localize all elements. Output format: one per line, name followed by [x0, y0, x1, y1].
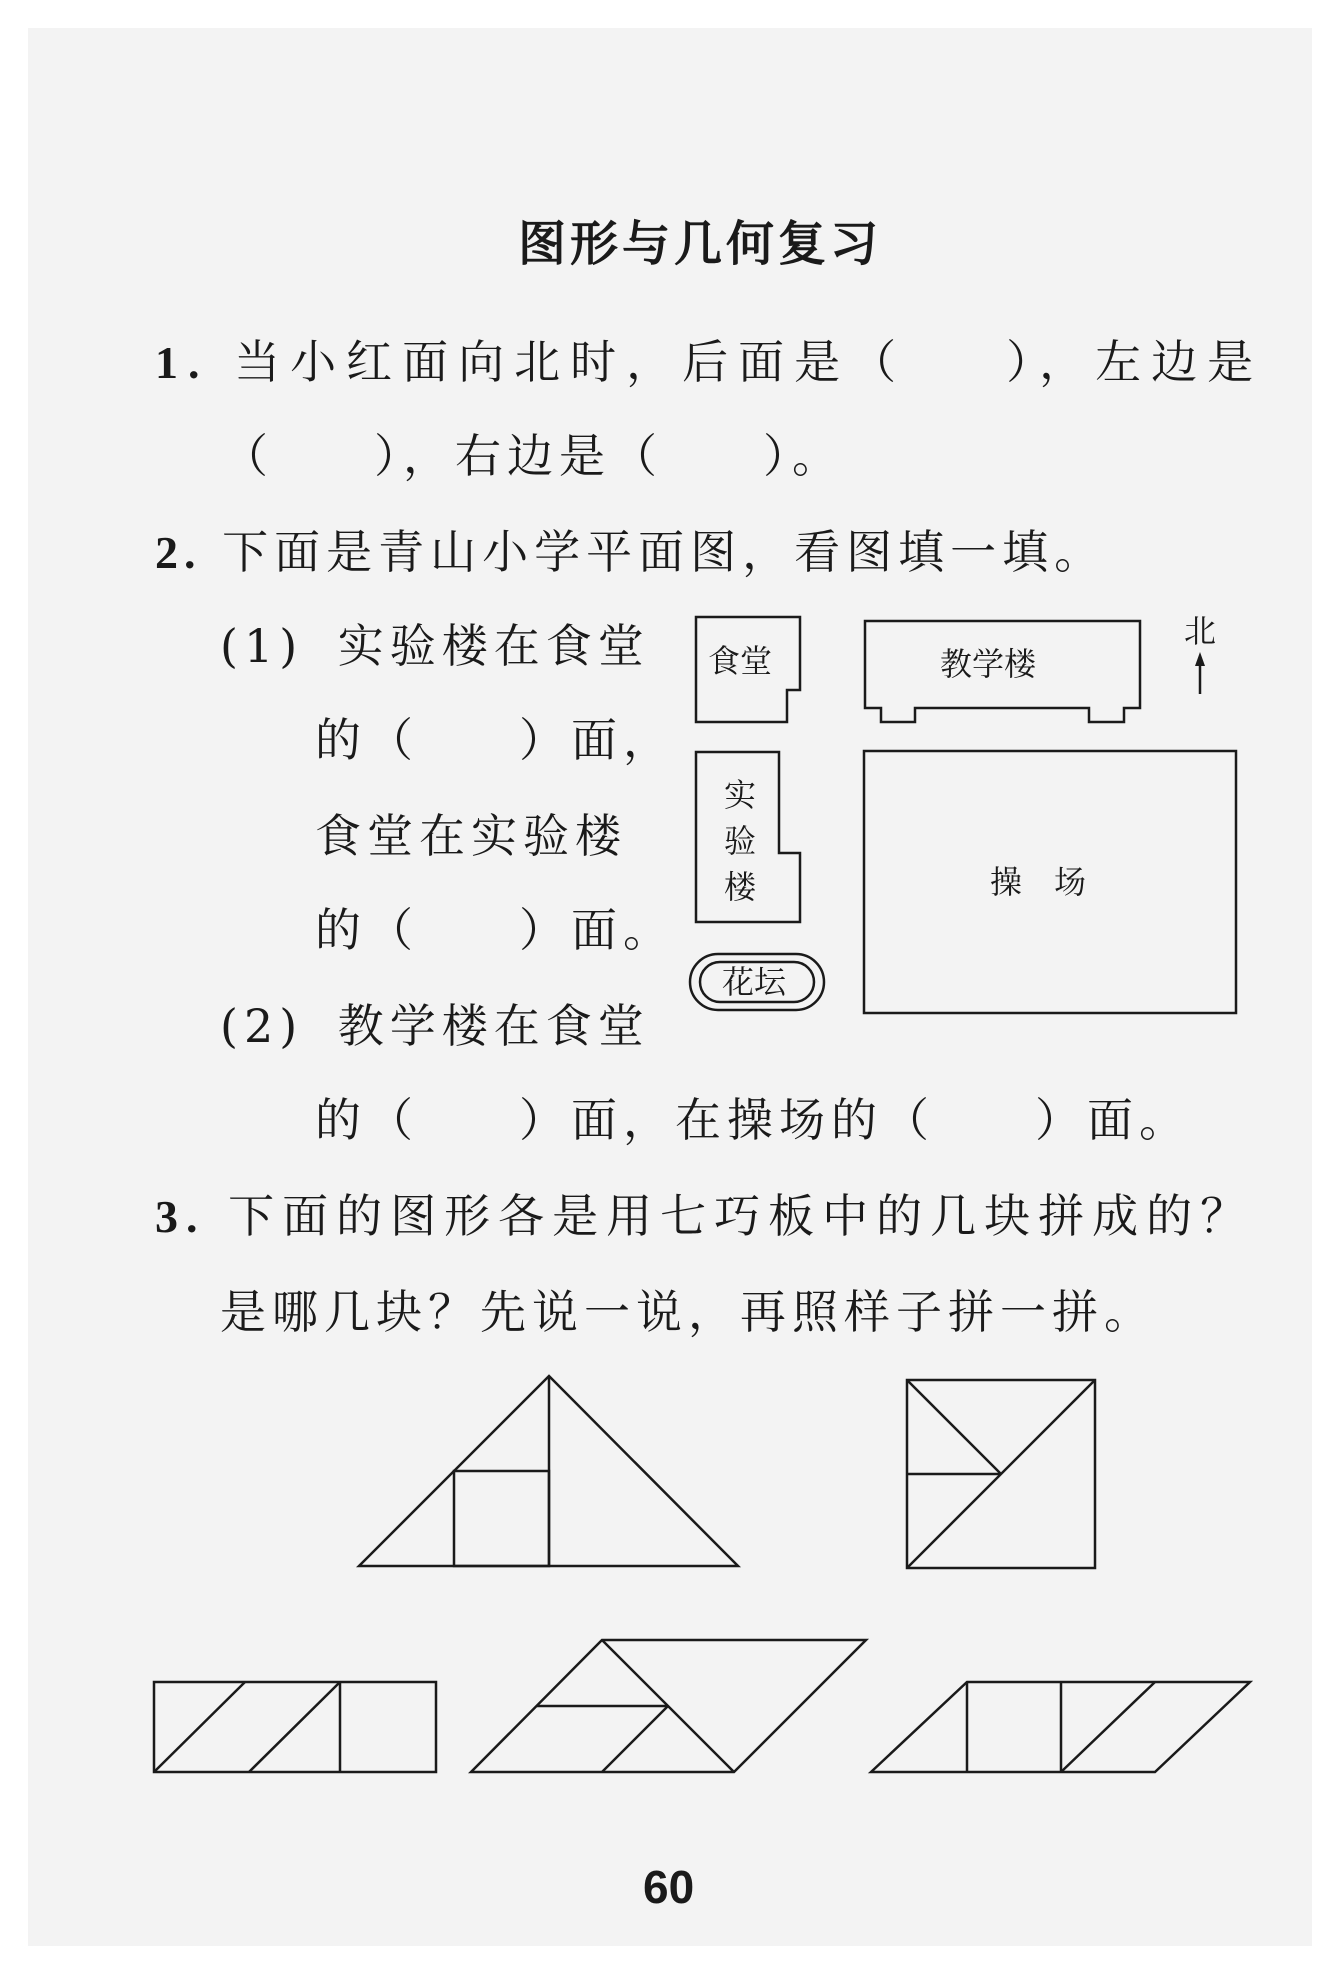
playground-label: 操 场 — [990, 863, 1087, 901]
q2-part1-text2b: ）面， — [519, 713, 675, 767]
q2-part1-text4a: 的（ — [315, 903, 419, 957]
q1-text-b: ），左边是 — [1006, 335, 1264, 389]
q2-part1-line3: 食堂在实验楼 — [315, 809, 627, 863]
north-label: 北 — [1184, 612, 1217, 650]
question-1-number: 1. — [155, 337, 210, 388]
q1-text-c: （ — [222, 429, 274, 483]
q2-part2-text2c: ）面。 — [1035, 1093, 1191, 1147]
flowerbed-label: 花坛 — [722, 963, 787, 1001]
q1-text-e: ）。 — [763, 429, 844, 483]
parallelogram-long-diagonal — [1061, 1682, 1155, 1772]
lab-label-3: 楼 — [724, 868, 757, 906]
lab-label-1: 实 — [724, 776, 757, 814]
north-arrowhead-icon — [1195, 652, 1205, 666]
q2-part1-text1: 实验楼在食堂 — [337, 619, 650, 673]
q3-text-1: 下面的图形各是用七巧板中的几块拼成的？ — [228, 1189, 1255, 1243]
question-2-number: 2. — [155, 527, 202, 578]
square-piece-line-1 — [907, 1380, 1001, 1474]
q2-part2-text2a: 的（ — [315, 1093, 419, 1147]
rectangle-diagonal-2 — [249, 1682, 340, 1772]
school-map — [690, 612, 1236, 1013]
q2-intro-text: 下面是青山小学平面图，看图填一填。 — [222, 525, 1107, 579]
triangle-square-piece — [454, 1471, 549, 1566]
tangram-parallelogram-large — [471, 1640, 866, 1772]
q2-part2-label: (2) — [220, 999, 304, 1053]
q2-part1-label: (1) — [220, 619, 304, 673]
q2-part1-text2a: 的（ — [315, 713, 419, 767]
q2-part2-text1: 教学楼在食堂 — [337, 999, 650, 1053]
q1-text-d: ），右边是（ — [374, 429, 663, 483]
question-3-line-2: 是哪几块？先说一说，再照样子拼一拼。 — [220, 1285, 1156, 1339]
canteen-label: 食堂 — [708, 642, 773, 680]
tangram-triangle — [359, 1376, 738, 1566]
page-title: 图形与几何复习 — [518, 216, 883, 272]
lab-label-2: 验 — [724, 822, 757, 860]
parallelogram-large-cut — [602, 1706, 668, 1772]
tangram-square — [907, 1380, 1095, 1568]
q2-part2-text2b: ）面，在操场的（ — [519, 1093, 935, 1147]
tangram-rectangle — [154, 1682, 436, 1772]
page-number: 60 — [643, 1861, 695, 1913]
rectangle-diagonal-1 — [154, 1682, 245, 1772]
question-3-number: 3. — [155, 1191, 206, 1242]
tangram-parallelogram-long — [871, 1682, 1250, 1772]
teaching-building-label: 教学楼 — [940, 645, 1037, 683]
q1-text-a: 当小红面向北时，后面是（ — [234, 335, 907, 389]
q2-part1-text4b: ）面。 — [519, 903, 675, 957]
